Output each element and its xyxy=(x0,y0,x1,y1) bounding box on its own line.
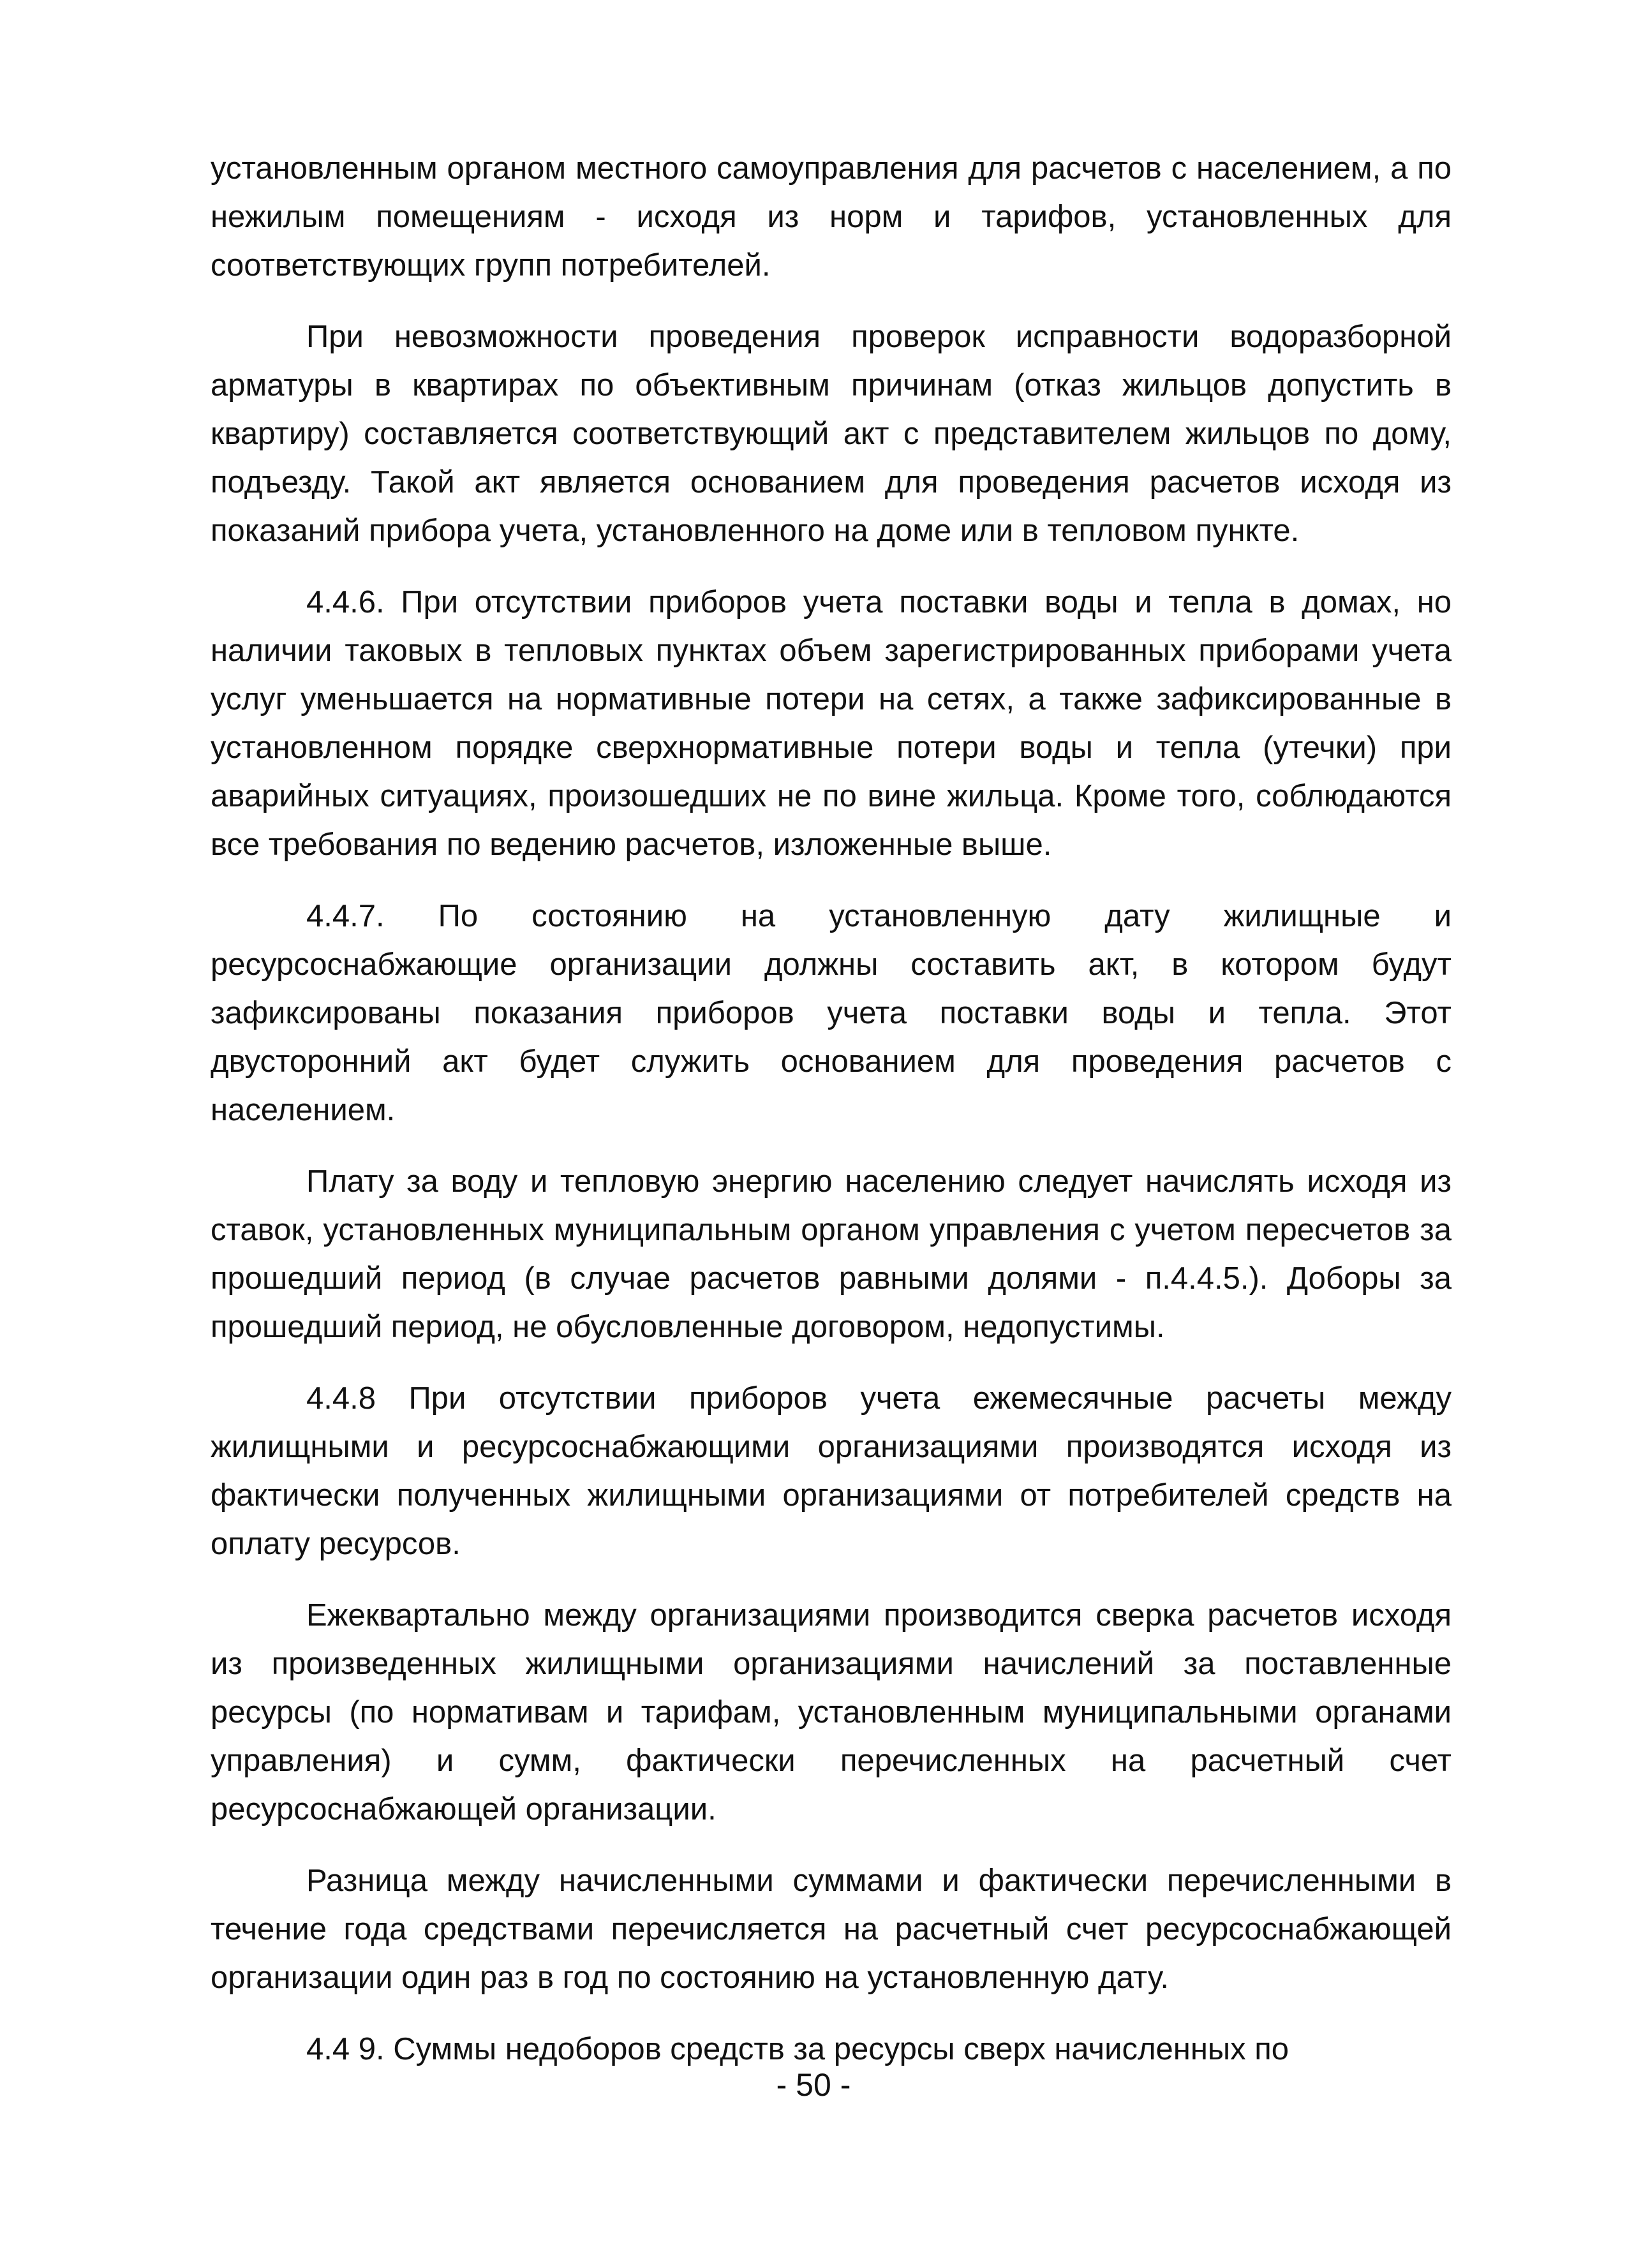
page-number: - 50 - xyxy=(776,2067,851,2103)
paragraph-annual-difference: Разница между начисленными суммами и фактически перечисленными в течение года средствами перечисляется на расчетный счет ресурсоснабжающей организации один раз в год по состоянию на установленную дату. xyxy=(211,1864,1452,1995)
document-body xyxy=(211,144,1452,2073)
paragraph-continuation: установленным органом местного самоуправления для расчетов с населением, а по нежилым помещениям - исходя из норм и тарифов, установленных для соответствующих групп потребителей. xyxy=(211,151,1452,283)
paragraph-4-4-7: 4.4.7. По состоянию на установленную дату жилищные и ресурсоснабжающие организации должны составить акт, в котором будут зафиксированы показания приборов учета поставки воды и тепла. Этот двусторонний акт будет служить основанием для проведения расчетов с населением. xyxy=(211,899,1452,1127)
paragraph-quarterly-reconciliation: Ежеквартально между организациями производится сверка расчетов исходя из произведенных жилищными организациями начислений за поставленные ресурсы (по нормативам и тарифам, установленным муниципальными органами управления) и сумм, фактически перечисленных на расчетный счет ресурсоснабжающей организации. xyxy=(211,1598,1452,1827)
paragraph-payment-calculation: Плату за воду и тепловую энергию населению следует начислять исходя из ставок, установленных муниципальным органом управления с учетом пересчетов за прошедший период (в случае расчетов равными долями - п.4.4.5.). Доборы за прошедший период, не обусловленные договором, недопустимы. xyxy=(211,1164,1452,1344)
paragraph-4-4-9: 4.4 9. Суммы недоборов средств за ресурсы сверх начисленных по xyxy=(306,2032,1289,2066)
paragraph-4-4-6: 4.4.6. При отсутствии приборов учета поставки воды и тепла в домах, но наличии таковых в тепловых пунктах объем зарегистрированных приборами учета услуг уменьшается на нормативные потери на сетях, а также зафиксированные в установленном порядке сверхнормативные потери воды и тепла (утечки) при аварийных ситуациях, произошедших не по вине жильца. Кроме того, соблюдаются все требования по ведению расчетов, изложенные выше. xyxy=(211,585,1452,862)
paragraph-inspection-impossible: При невозможности проведения проверок исправности водоразборной арматуры в квартирах по объективным причинам (отказ жильцов допустить в квартиру) составляется соответствующий акт с представителем жильцов по дому, подъезду. Такой акт является основанием для проведения расчетов исходя из показаний прибора учета, установленного на доме или в тепловом пункте. xyxy=(211,320,1452,548)
paragraph-4-4-8: 4.4.8 При отсутствии приборов учета ежемесячные расчеты между жилищными и ресурсоснабжающими организациями производятся исходя из фактически полученных жилищными организациями от потребителей средств на оплату ресурсов. xyxy=(211,1381,1452,1561)
